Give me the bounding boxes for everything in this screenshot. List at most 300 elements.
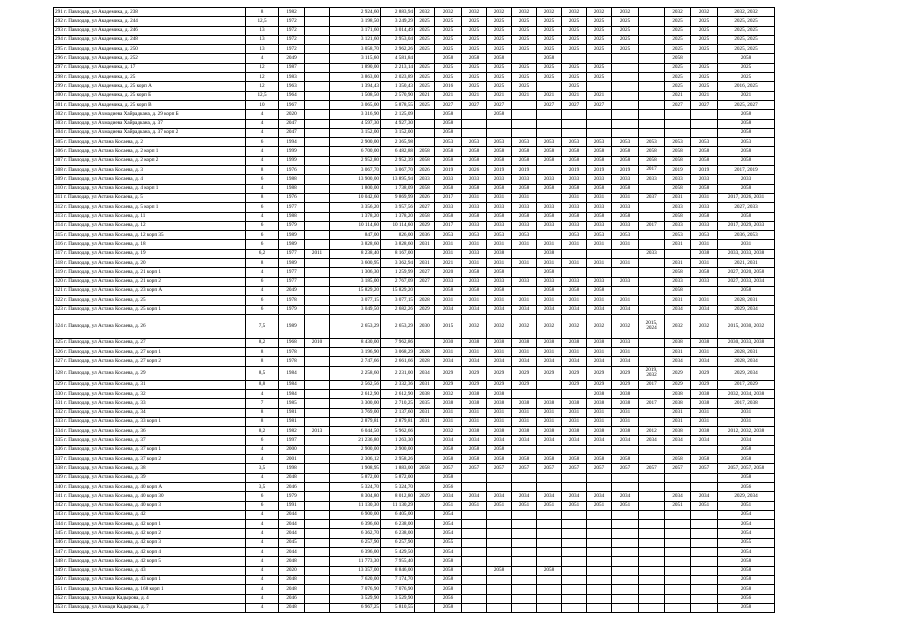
year-cell-3: 2027 [462,100,487,109]
year-cell: 1994 [279,138,305,147]
total-area-cell: 8 430,00 [330,338,381,347]
year-cell-11: 2038 [665,389,691,398]
summary-years-cell: 2058 [718,566,775,575]
floors-cell: 8,5 [246,366,279,380]
address-cell [54,348,246,357]
reconstruction-year-cell [305,585,330,594]
year-cell-7: 2034 [562,357,587,366]
year-cell: 1982 [279,427,305,436]
year-cell-7: 2053 [562,138,587,147]
row-number: 333 [55,418,63,425]
summary-years-cell: 2028, 2031 [718,296,775,305]
floors-cell: 4 [246,184,279,193]
address-cell [54,156,246,165]
year-cell-12: 2058 [691,184,718,193]
year-cell: 1983 [279,73,305,82]
year-cell-4: 2058 [487,268,512,277]
year-cell-12: 2058 [691,156,718,165]
year-cell-10 [639,203,665,212]
living-area-cell: 3 068,29 [381,348,415,357]
year-cell-7: 2058 [562,455,587,464]
year-cell-5 [512,268,537,277]
living-area-cell: 5 872,00 [381,473,415,482]
row-number: 292 [55,17,63,24]
year-cell-6: 2034 [537,436,562,445]
year-cell: 1988 [279,212,305,221]
year-cell-2: 2034 [435,305,462,314]
year-cell-8: 2034 [587,305,612,314]
year-cell-8: 2025 [587,35,612,44]
year-cell-7: 2031 [562,408,587,417]
year-cell-1 [415,119,435,128]
year-cell: 1999 [279,147,305,156]
year-cell-3 [462,538,487,547]
summary-years-cell: 2029, 2034 [718,492,775,501]
year-cell: 1984 [279,366,305,380]
year-cell-2: 2058 [435,557,462,566]
row-number: 298 [55,73,63,80]
year-cell-12 [691,529,718,538]
total-area-cell: 847,00 [330,231,381,240]
address-cell [54,240,246,249]
year-cell-1: 2025 [415,35,435,44]
floors-cell: 4 [246,510,279,519]
year-cell-10: 2033 [639,175,665,184]
year-cell: 1984 [279,389,305,398]
table-row [54,427,775,436]
year-cell-2: 2033 [435,277,462,286]
year-cell-10: 2057 [639,464,665,473]
year-cell-8 [587,585,612,594]
year-cell-4 [487,603,512,612]
living-area-cell: 1 263,30 [381,436,415,445]
year-cell-3: 2053 [462,138,487,147]
table-row [54,221,775,230]
table-row [54,166,775,175]
year-cell-7: 2034 [562,492,587,501]
year-cell-1 [415,286,435,295]
address-text: г. Павлодар, ул Астана Косаева, д. 42 [64,511,146,518]
summary-years-cell: 2017, 2029, 2033 [718,221,775,230]
year-cell-11 [665,445,691,454]
living-area-cell: 1 350,43 [381,82,415,91]
living-area-cell: 1 883,00 [381,464,415,473]
year-cell: 2020 [279,110,305,119]
year-cell-2: 2058 [435,445,462,454]
year-cell-6: 2058 [537,455,562,464]
year-cell-5 [512,585,537,594]
address-cell [54,221,246,230]
year-cell-4 [487,548,512,557]
year-cell-9: 2057 [612,464,639,473]
address-text: г. Павлодар, ул Академика, д. 252 [64,55,138,62]
year-cell-2: 2058 [435,455,462,464]
year-cell-7: 2032 [562,314,587,338]
year-cell-2: 2033 [435,175,462,184]
table-row [54,455,775,464]
year-cell-3: 2057 [462,464,487,473]
reconstruction-year-cell [305,110,330,119]
floors-cell: 7,5 [246,314,279,338]
year-cell-5: 2038 [512,427,537,436]
summary-years-cell: 2017, 2019 [718,166,775,175]
floors-cell: 8 [246,417,279,426]
year-cell-3: 2058 [462,445,487,454]
year-cell-3 [462,482,487,491]
year-cell-11: 2038 [665,399,691,408]
floors-cell: 13 [246,35,279,44]
summary-years-cell: 2025, 2025 [718,26,775,35]
row-number: 324 [55,322,63,329]
year-cell-1: 2027 [415,277,435,286]
year-cell-4 [487,510,512,519]
year-cell-2: 2031 [435,240,462,249]
year-cell-3 [462,585,487,594]
table-body [54,8,775,613]
year-cell-6: 2058 [537,54,562,63]
year-cell-5 [512,128,537,137]
year-cell-8: 2025 [587,45,612,54]
total-area-cell: 3 185,00 [330,277,381,286]
year-cell-7 [562,575,587,584]
address-text: г. Павлодар, ул Астана Косаева, д. 38 [64,464,146,471]
year-cell-9: 2058 [612,156,639,165]
year-cell-7: 2034 [562,436,587,445]
summary-years-cell: 2027, 2033, 2034 [718,277,775,286]
year-cell-11: 2033 [665,277,691,286]
row-number: 316 [55,240,63,247]
year-cell-6 [537,529,562,538]
row-number: 317 [55,250,63,257]
total-area-cell: 3 828,60 [330,240,381,249]
year-cell-1: 2058 [415,156,435,165]
year-cell-2: 2025 [435,45,462,54]
address-text: г. Павлодар, ул Астана Косаева, д. 27 корп 1 [64,348,161,355]
address-text: г. Павлодар, ул Ахмади Кадырова, д. 4 [64,595,149,602]
floors-cell: 4 [246,575,279,584]
year-cell-12: 2053 [691,231,718,240]
table-row [54,585,775,594]
address-cell [54,17,246,26]
row-number: 343 [55,511,63,518]
row-number: 295 [55,45,63,52]
year-cell-6 [537,128,562,137]
address-text: г. Павлодар, ул Академика, д. 25 корп Б [64,92,152,99]
row-number: 291 [55,8,63,15]
year-cell-12: 2038 [691,338,718,347]
year-cell-10: 2053 [639,138,665,147]
year-cell-6 [537,166,562,175]
year-cell-1: 2026 [415,193,435,202]
year-cell-5: 2032 [512,8,537,17]
year-cell: 1977 [279,268,305,277]
year-cell-3: 2026 [462,166,487,175]
year-cell-2: 2029 [435,380,462,389]
floors-cell: 6 [246,240,279,249]
address-cell [54,184,246,193]
year-cell-11: 2031 [665,417,691,426]
year-cell-7 [562,566,587,575]
year-cell-9: 2051 [612,501,639,510]
reconstruction-year-cell [305,357,330,366]
year-cell-6: 2033 [537,203,562,212]
year-cell-6: 2025 [537,17,562,26]
floors-cell: 6 [246,436,279,445]
table-row [54,314,775,338]
year-cell-6 [537,389,562,398]
year-cell-11: 2029 [665,366,691,380]
year-cell-1 [415,566,435,575]
year-cell-12: 2058 [691,455,718,464]
address-cell [54,501,246,510]
reconstruction-year-cell [305,408,330,417]
year-cell-8: 2038 [587,389,612,398]
address-text: г. Павлодар, ул Астана Косаева, д. 2 корп 1 [64,148,159,154]
year-cell-7 [562,119,587,128]
year-cell-5 [512,566,537,575]
year-cell-6 [537,380,562,389]
year-cell-10: 2058 [639,147,665,156]
year-cell-11: 2058 [665,212,691,221]
row-number: 313 [55,213,63,220]
address-text: г. Павлодар, ул Астана Косаева, д. 12 [64,222,146,229]
summary-years-cell: 2058 [718,455,775,464]
year-cell-10 [639,575,665,584]
year-cell-2: 2033 [435,203,462,212]
year-cell-8 [587,249,612,258]
year-cell-4 [487,473,512,482]
year-cell-2: 2017 [435,193,462,202]
row-number: 305 [55,138,63,145]
reconstruction-year-cell [305,231,330,240]
total-area-cell: 2 306,12 [330,455,381,464]
table-row [54,464,775,473]
year-cell: 1989 [279,314,305,338]
year-cell: 2048 [279,557,305,566]
year-cell-11: 2051 [665,501,691,510]
table-row [54,366,775,380]
year-cell-9: 2029 [612,366,639,380]
address-cell [54,455,246,464]
summary-years-cell: 2056 [718,594,775,603]
year-cell-9 [612,557,639,566]
address-cell [54,380,246,389]
year-cell-8: 2058 [587,455,612,464]
address-cell [54,408,246,417]
reconstruction-year-cell [305,175,330,184]
year-cell-1 [415,510,435,519]
year-cell-9: 2031 [612,259,639,268]
year-cell-11: 2032 [665,314,691,338]
address-text: г. Павлодар, ул Академика, д. 238 [64,8,138,15]
reconstruction-year-cell [305,389,330,398]
living-area-cell: 5 429,50 [381,548,415,557]
year-cell-8: 2031 [587,259,612,268]
year-cell-4 [487,594,512,603]
address-text: г. Павлодар, ул Астана Косаева, д. 4 корп 1 [64,185,159,192]
reconstruction-year-cell [305,482,330,491]
year-cell-9 [612,482,639,491]
year-cell-4: 2031 [487,259,512,268]
year-cell-8: 2031 [587,348,612,357]
year-cell-4: 2033 [487,203,512,212]
year-cell: 1977 [279,277,305,286]
total-area-cell: 3 152,00 [330,128,381,137]
year-cell-1 [415,455,435,464]
year-cell-9: 2058 [612,212,639,221]
reconstruction-year-cell [305,26,330,35]
living-area-cell: 3 249,29 [381,17,415,26]
year-cell-11 [665,110,691,119]
year-cell-4: 2025 [487,63,512,72]
floors-cell: 8,8 [246,380,279,389]
reconstruction-year-cell [305,259,330,268]
year-cell-4: 2032 [487,8,512,17]
year-cell-1: 2031 [415,380,435,389]
year-cell-7 [562,268,587,277]
year-cell-11: 2031 [665,240,691,249]
row-number: 315 [55,231,63,238]
year-cell-4: 2031 [487,193,512,202]
year-cell-2: 2032 [435,8,462,17]
year-cell-7: 2029 [562,380,587,389]
floors-cell: 4 [246,156,279,165]
year-cell-3: 2025 [462,45,487,54]
total-area-cell: 3 196,90 [330,348,381,357]
year-cell-6: 2031 [537,259,562,268]
year-cell-12 [691,482,718,491]
table-row [54,138,775,147]
address-cell [54,520,246,529]
year-cell-3: 2058 [462,286,487,295]
year-cell-10 [639,259,665,268]
reconstruction-year-cell [305,417,330,426]
table-row [54,510,775,519]
year-cell-3: 2058 [462,268,487,277]
address-text: г. Павлодар, ул Астана Косаева, д. 2 корп 2 [64,157,159,164]
row-number: 347 [55,548,63,555]
address-cell [54,296,246,305]
year-cell-11: 2058 [665,147,691,156]
row-number: 307 [55,157,63,164]
year-cell: 1981 [279,408,305,417]
year-cell-12 [691,110,718,119]
year-cell-6: 2058 [537,156,562,165]
year-cell-3 [462,473,487,482]
year-cell-1 [415,482,435,491]
year-cell-5: 2029 [512,366,537,380]
table-row [54,338,775,347]
address-cell [54,231,246,240]
year-cell-12: 2027 [691,100,718,109]
address-cell [54,510,246,519]
year-cell-2: 2021 [435,91,462,100]
year-cell-8: 2032 [587,314,612,338]
address-cell [54,45,246,54]
year-cell-3: 2025 [462,26,487,35]
address-text: г. Павлодар, ул Ахмадиева Хайрадкана, д. 37 корп 2 [64,129,179,136]
address-text: г. Павлодар, ул Академика, д. 25 корп В [64,101,152,108]
year-cell-8 [587,575,612,584]
floors-cell: 12,5 [246,17,279,26]
year-cell-3: 2031 [462,240,487,249]
year-cell-6: 2058 [537,268,562,277]
year-cell-6 [537,603,562,612]
reconstruction-year-cell [305,63,330,72]
year-cell-11: 2053 [665,138,691,147]
year-cell-8: 2053 [587,138,612,147]
year-cell-3: 2033 [462,175,487,184]
table-row [54,436,775,445]
year-cell-4: 2057 [487,464,512,473]
year-cell-11: 2058 [665,286,691,295]
year-cell-5: 2032 [512,314,537,338]
year-cell: 1967 [279,100,305,109]
year-cell-2: 2058 [435,119,462,128]
year-cell-9 [612,82,639,91]
floors-cell: 4 [246,473,279,482]
year-cell-11 [665,548,691,557]
floors-cell: 6 [246,221,279,230]
year-cell-5: 2058 [512,212,537,221]
year-cell-6 [537,82,562,91]
year-cell-6: 2032 [537,314,562,338]
year-cell-7: 2025 [562,63,587,72]
year-cell-5: 2025 [512,17,537,26]
living-area-cell: 8 012,80 [381,492,415,501]
year-cell-10 [639,482,665,491]
year-cell-3: 2031 [462,348,487,357]
year-cell-2: 2034 [435,436,462,445]
year-cell-8 [587,520,612,529]
year-cell-8 [587,603,612,612]
address-text: г. Павлодар, ул Астана Косаева, д. 4 [64,175,143,182]
year-cell-2: 2058 [435,184,462,193]
year-cell-1: 2058 [415,212,435,221]
living-area-cell: 15 829,20 [381,286,415,295]
living-area-cell: 5 810,55 [381,603,415,612]
year-cell-5: 2031 [512,296,537,305]
reconstruction-year-cell [305,212,330,221]
year-cell-7: 2025 [562,45,587,54]
row-number: 308 [55,166,63,173]
year-cell-5: 2058 [512,184,537,193]
table-row [54,268,775,277]
year-cell-11 [665,249,691,258]
reconstruction-year-cell [305,147,330,156]
address-cell [54,249,246,258]
total-area-cell: 3 121,60 [330,35,381,44]
year-cell-4: 2019 [487,166,512,175]
living-area-cell: 9 869,99 [381,193,415,202]
year-cell-12 [691,575,718,584]
year-cell-8 [587,548,612,557]
address-text: г. Павлодар, ул Академика, д. 250 [64,45,138,52]
table-row [54,538,775,547]
year-cell-1: 2029 [415,305,435,314]
address-text: г. Павлодар, ул Астана Косаева, д. 19 [64,250,146,257]
address-text: г. Павлодар, ул Астана Косаева, д. 3 [64,166,143,173]
year-cell-1: 2025 [415,100,435,109]
table-row [54,249,775,258]
year-cell-3: 2025 [462,63,487,72]
year-cell-7: 2031 [562,417,587,426]
year-cell-2: 2016 [435,82,462,91]
row-number: 338 [55,464,63,471]
year-cell-3: 2038 [462,389,487,398]
year-cell-7: 2031 [562,193,587,202]
year-cell-9 [612,110,639,119]
